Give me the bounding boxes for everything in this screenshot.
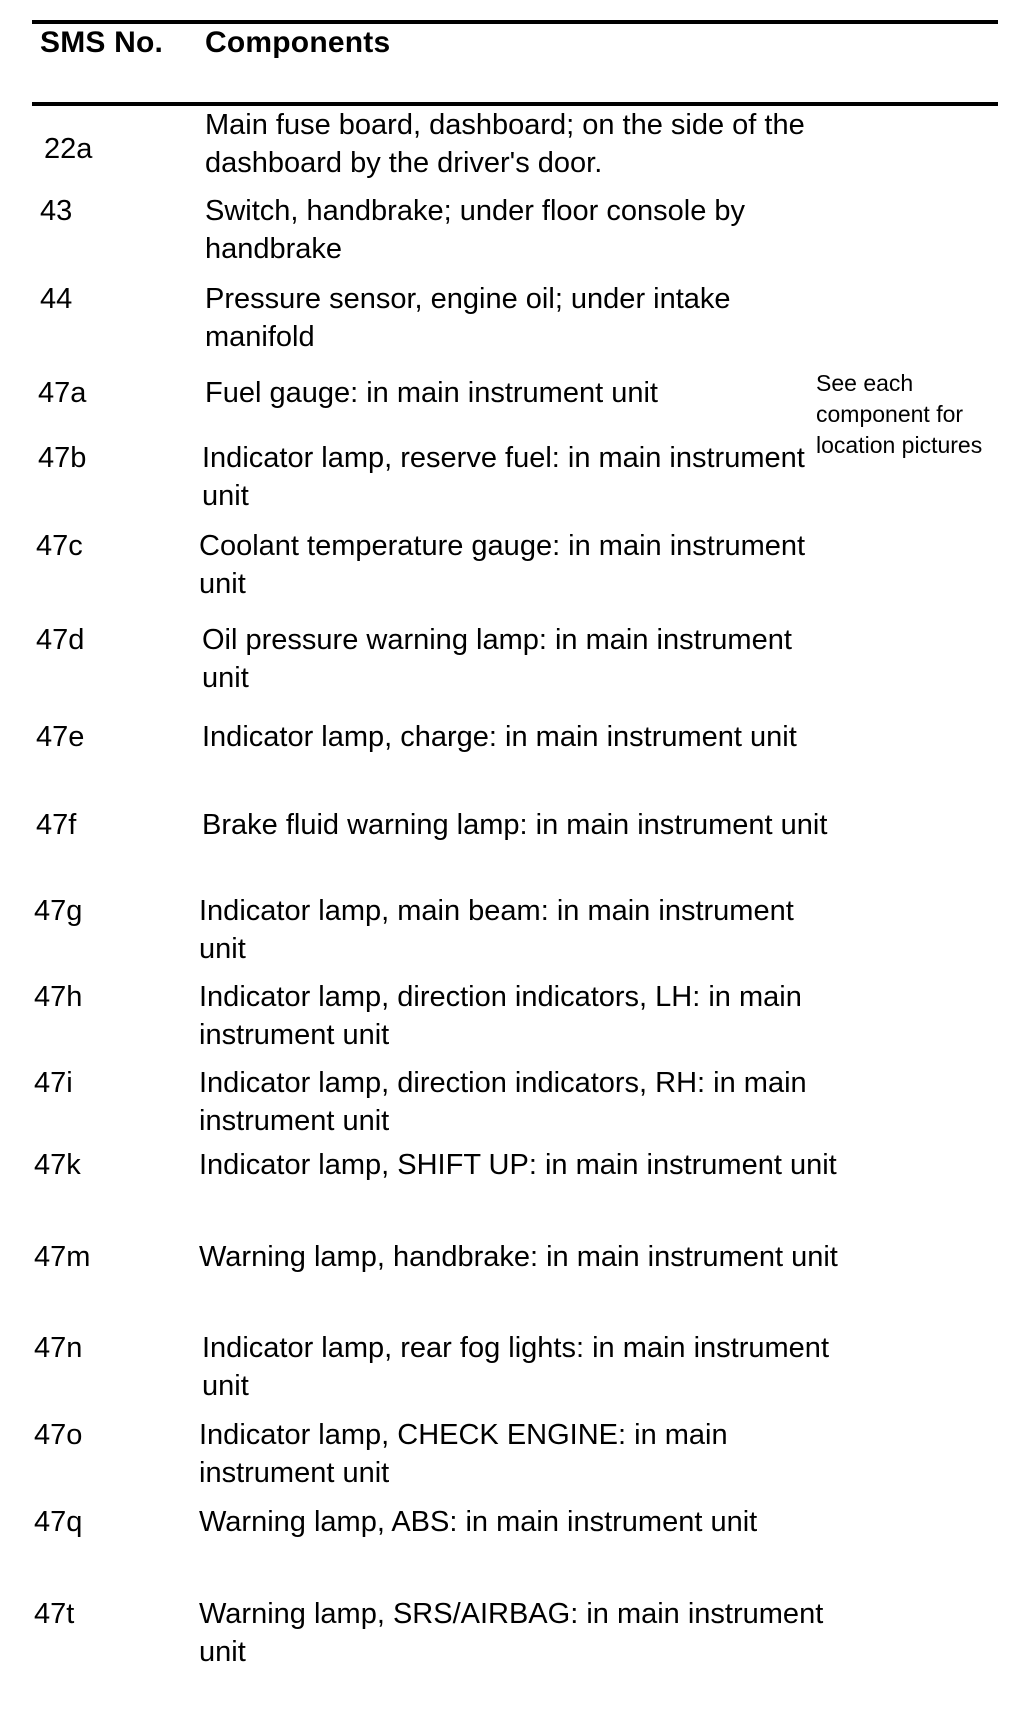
sms-code: 47q bbox=[34, 1506, 83, 1538]
sms-code: 47n bbox=[34, 1332, 83, 1364]
sms-code: 47a bbox=[38, 377, 87, 409]
component-description: Indicator lamp, CHECK ENGINE: in main instrument unit bbox=[199, 1419, 728, 1489]
header-components: Components bbox=[205, 26, 391, 59]
sms-code: 47i bbox=[34, 1067, 73, 1099]
location-note: See each component for location pictures bbox=[816, 370, 983, 458]
component-description: Main fuse board, dashboard; on the side of the dashboard by the driver's door. bbox=[205, 109, 805, 179]
component-description: Indicator lamp, SHIFT UP: in main instrument unit bbox=[199, 1149, 837, 1181]
component-description: Indicator lamp, direction indicators, RH: in main instrument unit bbox=[199, 1067, 807, 1137]
component-description: Warning lamp, SRS/AIRBAG: in main instrument unit bbox=[199, 1598, 824, 1668]
component-description: Pressure sensor, engine oil; under intake manifold bbox=[205, 283, 731, 353]
component-description: Coolant temperature gauge: in main instrument unit bbox=[199, 530, 806, 600]
component-description: Warning lamp, ABS: in main instrument unit bbox=[199, 1506, 758, 1538]
component-description: Oil pressure warning lamp: in main instrument unit bbox=[202, 624, 792, 694]
sms-code: 47t bbox=[34, 1598, 75, 1630]
component-description: Switch, handbrake; under floor console by handbrake bbox=[205, 195, 746, 265]
sms-code: 47e bbox=[36, 721, 85, 753]
sms-code: 43 bbox=[40, 195, 73, 227]
sms-code: 47m bbox=[34, 1241, 91, 1273]
component-description: Indicator lamp, main beam: in main instrument unit bbox=[199, 895, 794, 965]
sms-code: 47o bbox=[34, 1419, 83, 1451]
sms-code: 47f bbox=[36, 809, 77, 841]
sms-code: 47d bbox=[36, 624, 85, 656]
sms-code: 47b bbox=[38, 442, 87, 474]
component-description: Indicator lamp, rear fog lights: in main instrument unit bbox=[202, 1332, 829, 1402]
sms-code: 22a bbox=[44, 133, 93, 165]
top-rule bbox=[32, 20, 998, 24]
sms-code: 47k bbox=[34, 1149, 81, 1181]
component-description: Warning lamp, handbrake: in main instrument unit bbox=[199, 1241, 838, 1273]
sms-code: 47h bbox=[34, 981, 83, 1013]
component-description: Fuel gauge: in main instrument unit bbox=[205, 377, 658, 409]
component-description: Indicator lamp, charge: in main instrument unit bbox=[202, 721, 797, 753]
component-description: Indicator lamp, direction indicators, LH: in main instrument unit bbox=[199, 981, 802, 1051]
sms-code: 47g bbox=[34, 895, 83, 927]
sms-code: 44 bbox=[40, 283, 73, 315]
component-description: Brake fluid warning lamp: in main instrument unit bbox=[202, 809, 828, 841]
sms-code: 47c bbox=[36, 530, 83, 562]
component-description: Indicator lamp, reserve fuel: in main instrument unit bbox=[202, 442, 805, 512]
header-sms-no: SMS No. bbox=[40, 26, 164, 59]
